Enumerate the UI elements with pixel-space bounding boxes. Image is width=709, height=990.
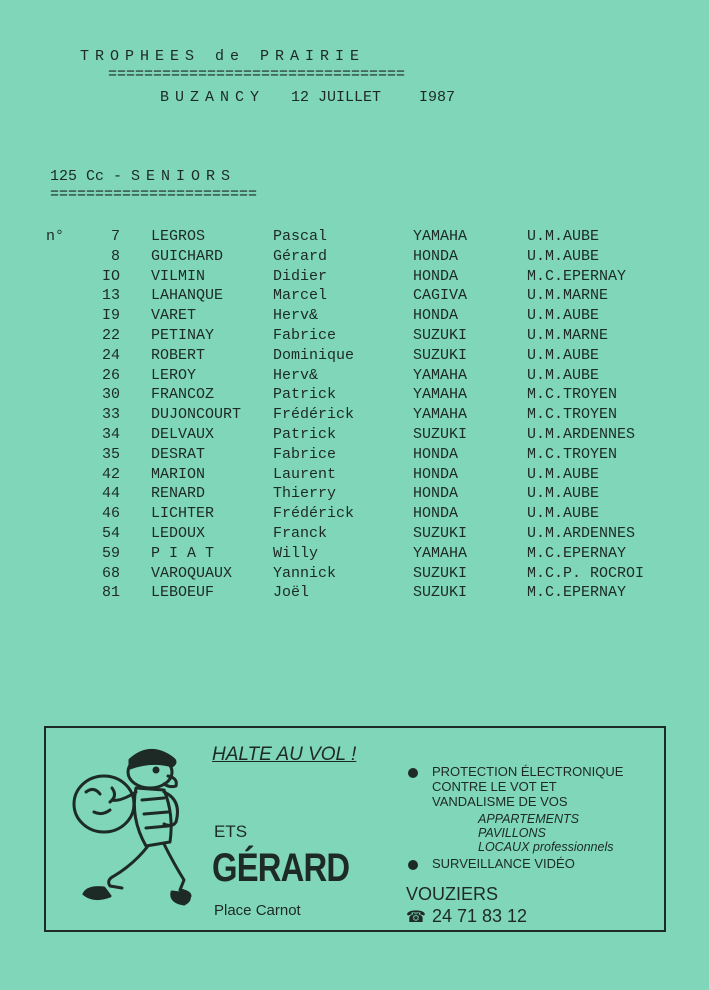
entry-motorcycle-make: YAMAHA	[413, 228, 468, 245]
table-row	[46, 307, 686, 327]
table-row	[46, 545, 686, 565]
entry-last-name: VARET	[151, 307, 197, 325]
entry-first-name: Marcel	[273, 287, 328, 305]
table-row	[46, 386, 686, 406]
entry-last-name: LAHANQUE	[151, 287, 224, 305]
table-row	[46, 287, 686, 307]
entry-motorcycle-make: SUZUKI	[413, 524, 468, 542]
table-row	[46, 327, 686, 347]
entry-motorcycle-make: SUZUKI	[413, 326, 468, 344]
entry-motorcycle-make: YAMAHA	[413, 366, 468, 384]
table-row	[46, 446, 686, 466]
entry-motorcycle-make: HONDA	[413, 307, 459, 325]
entry-motorcycle-make: SUZUKI	[413, 584, 468, 602]
entry-last-name: P I A T	[151, 544, 215, 562]
entry-club: U.M.ARDENNES	[527, 425, 636, 443]
entry-club: M.C.EPERNAY	[527, 584, 627, 602]
entry-number: 26	[101, 366, 120, 384]
entry-number: 68	[101, 564, 120, 582]
table-row	[46, 584, 686, 604]
entry-first-name: Joël	[273, 584, 310, 602]
entry-number: 44	[101, 485, 120, 503]
entry-number: 22	[101, 326, 120, 344]
entry-last-name: VILMIN	[151, 267, 206, 285]
entry-motorcycle-make: YAMAHA	[413, 386, 468, 404]
entry-number: 13	[101, 287, 120, 305]
table-row	[46, 485, 686, 505]
entry-motorcycle-make: HONDA	[413, 485, 459, 503]
entry-last-name: ROBERT	[151, 346, 206, 364]
entry-first-name: Gérard	[273, 247, 328, 265]
ad-ets-label: ETS	[214, 822, 248, 841]
ad-headline: HALTE AU VOL !	[212, 744, 357, 765]
advertisement-box	[44, 726, 666, 932]
entry-number: I9	[101, 307, 120, 325]
entry-motorcycle-make: SUZUKI	[413, 346, 468, 364]
entry-motorcycle-make: HONDA	[413, 465, 459, 483]
event-subtitle	[160, 89, 455, 106]
entry-number: 33	[101, 406, 120, 424]
entry-motorcycle-make: SUZUKI	[413, 425, 468, 443]
entry-number: 24	[101, 346, 120, 364]
ad-protection-text: PROTECTION ÉLECTRONIQUE CONTRE LE VOT ET VANDALISME DE VOS	[432, 764, 624, 809]
entry-number: 30	[101, 386, 120, 404]
category-name: SENIORS	[131, 168, 237, 185]
entry-first-name: Franck	[273, 524, 328, 542]
entry-first-name: Frédérick	[273, 505, 355, 523]
table-row	[46, 268, 686, 288]
entry-last-name: VAROQUAUX	[151, 564, 233, 582]
entry-last-name: LICHTER	[151, 505, 215, 523]
entry-club: M.C.P. ROCROI	[527, 564, 645, 582]
entry-club: M.C.EPERNAY	[527, 544, 627, 562]
entry-club: M.C.TROYEN	[527, 386, 618, 404]
entry-motorcycle-make: YAMAHA	[413, 406, 468, 424]
bullet-icon	[408, 860, 418, 870]
entry-number: 8	[110, 247, 120, 265]
ad-phone: ☎ 24 71 83 12	[406, 906, 528, 926]
ad-surveillance-text: SURVEILLANCE VIDÉO	[432, 856, 575, 871]
entry-number: 42	[101, 465, 120, 483]
entry-last-name: MARION	[151, 465, 206, 483]
entry-motorcycle-make: HONDA	[413, 267, 459, 285]
entry-first-name: Frédérick	[273, 406, 355, 424]
entry-first-name: Laurent	[273, 465, 337, 483]
entry-first-name: Willy	[273, 544, 319, 562]
entry-motorcycle-make: HONDA	[413, 505, 459, 523]
table-row	[46, 466, 686, 486]
entry-motorcycle-make: YAMAHA	[413, 544, 468, 562]
table-row	[46, 406, 686, 426]
entry-last-name: RENARD	[151, 485, 206, 503]
entry-number: 35	[101, 445, 120, 463]
entry-number: 46	[101, 505, 120, 523]
ad-address: Place Carnot	[214, 902, 301, 919]
entry-number: 54	[101, 524, 120, 542]
entry-number: 7	[110, 228, 120, 245]
entry-last-name: DELVAUX	[151, 425, 215, 443]
entry-first-name: Fabrice	[273, 326, 337, 344]
entry-last-name: LEBOEUF	[151, 584, 215, 602]
entry-number: 34	[101, 425, 120, 443]
entry-last-name: DESRAT	[151, 445, 206, 463]
event-year: I987	[419, 89, 456, 106]
entries-list	[46, 228, 686, 604]
table-row	[46, 228, 686, 248]
table-row	[46, 525, 686, 545]
entry-first-name: Patrick	[273, 386, 337, 404]
document-title: TROPHEES de PRAIRIE	[80, 48, 366, 65]
ad-company-name: GÉRARD	[212, 846, 350, 890]
entry-motorcycle-make: HONDA	[413, 445, 459, 463]
entry-number: 81	[101, 584, 120, 602]
entry-last-name: LEDOUX	[151, 524, 206, 542]
entry-club: U.M.AUBE	[527, 307, 600, 325]
entry-first-name: Fabrice	[273, 445, 337, 463]
entry-club: M.C.TROYEN	[527, 445, 618, 463]
event-place: BUZANCY	[160, 89, 266, 106]
entry-last-name: PETINAY	[151, 326, 215, 344]
entry-club: U.M.AUBE	[527, 346, 600, 364]
entry-motorcycle-make: CAGIVA	[413, 287, 468, 305]
entry-club: U.M.MARNE	[527, 326, 609, 344]
entry-prefix: n°	[46, 228, 65, 245]
entry-first-name: Herv&	[273, 307, 319, 325]
entry-first-name: Patrick	[273, 425, 337, 443]
entry-club: U.M.MARNE	[527, 287, 609, 305]
entry-club: M.C.TROYEN	[527, 406, 618, 424]
category-prefix: 125 Cc -	[50, 168, 123, 185]
entry-club: U.M.ARDENNES	[527, 524, 636, 542]
thief-cartoon-icon	[64, 742, 194, 922]
entry-first-name: Pascal	[273, 228, 328, 245]
ad-property-types: APPARTEMENTS PAVILLONS LOCAUX professionnels	[478, 812, 614, 854]
entry-first-name: Herv&	[273, 366, 319, 384]
title-underline: =================================	[108, 66, 406, 83]
ad-city: VOUZIERS	[406, 884, 499, 904]
entry-first-name: Didier	[273, 267, 328, 285]
entry-motorcycle-make: HONDA	[413, 247, 459, 265]
entry-club: M.C.EPERNAY	[527, 267, 627, 285]
table-row	[46, 426, 686, 446]
event-date: 12 JUILLET	[291, 89, 382, 106]
table-row	[46, 248, 686, 268]
bullet-icon	[408, 768, 418, 778]
entry-club: U.M.AUBE	[527, 247, 600, 265]
entry-number: 59	[101, 544, 120, 562]
table-row	[46, 505, 686, 525]
entry-club: U.M.AUBE	[527, 465, 600, 483]
category-heading	[50, 168, 236, 185]
entry-last-name: DUJONCOURT	[151, 406, 242, 424]
entry-first-name: Dominique	[273, 346, 355, 364]
entry-last-name: LEGROS	[151, 228, 206, 245]
telephone-icon: ☎	[406, 909, 426, 926]
entry-first-name: Thierry	[273, 485, 337, 503]
entry-number: IO	[101, 267, 120, 285]
entry-last-name: FRANCOZ	[151, 386, 215, 404]
entry-club: U.M.AUBE	[527, 505, 600, 523]
entry-club: U.M.AUBE	[527, 366, 600, 384]
entry-last-name: GUICHARD	[151, 247, 224, 265]
category-underline: =======================	[50, 186, 258, 203]
entry-first-name: Yannick	[273, 564, 337, 582]
entry-last-name: LEROY	[151, 366, 197, 384]
table-row	[46, 565, 686, 585]
entry-club: U.M.AUBE	[527, 485, 600, 503]
table-row	[46, 367, 686, 387]
table-row	[46, 347, 686, 367]
entry-club: U.M.AUBE	[527, 228, 600, 245]
entry-motorcycle-make: SUZUKI	[413, 564, 468, 582]
